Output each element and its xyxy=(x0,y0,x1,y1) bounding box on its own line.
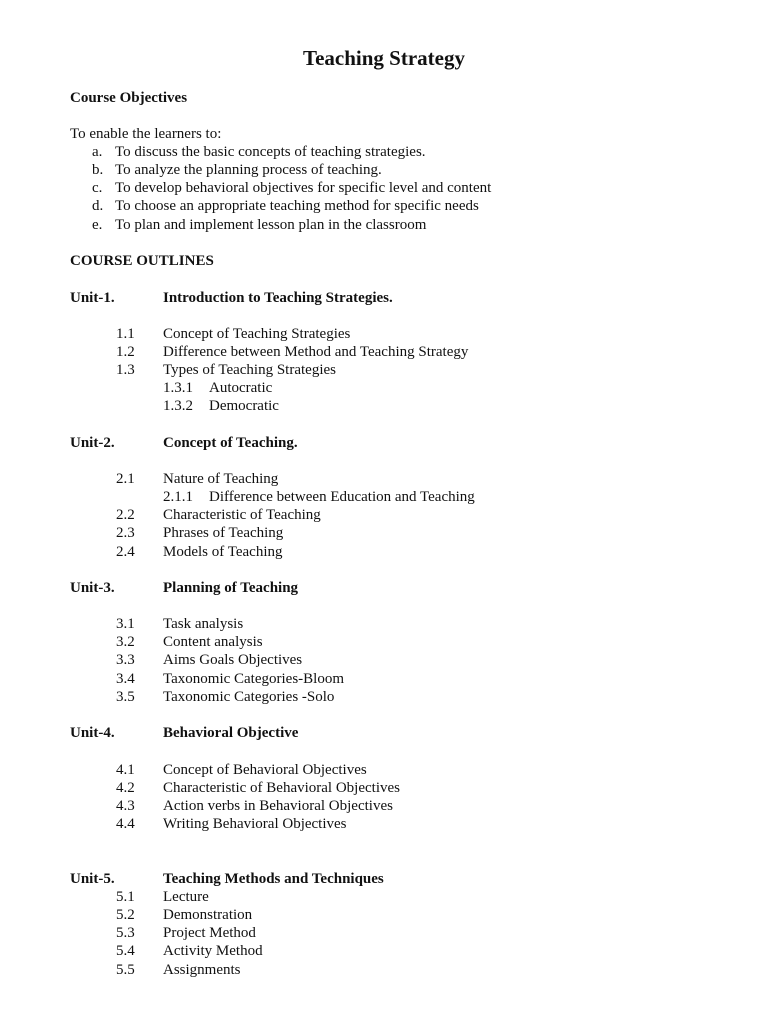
item-number: 4.3 xyxy=(116,798,135,814)
item-number: 5.1 xyxy=(116,889,135,905)
objective-item xyxy=(92,161,382,179)
outline-item xyxy=(116,761,367,779)
outline-item xyxy=(116,961,241,979)
item-text: Content analysis xyxy=(163,634,263,650)
outline-item xyxy=(116,651,302,669)
item-number: 1.1 xyxy=(116,326,135,342)
outline-item xyxy=(116,888,209,906)
item-text: Aims Goals Objectives xyxy=(163,652,303,668)
item-number: 5.2 xyxy=(116,907,135,923)
item-number: 1.3 xyxy=(116,362,135,378)
course-objectives-heading: Course Objectives xyxy=(70,90,188,106)
unit-title: Teaching Methods and Techniques xyxy=(163,871,384,887)
item-text: Characteristic of Teaching xyxy=(163,507,321,523)
unit-heading xyxy=(70,579,298,597)
outline-item xyxy=(116,779,400,797)
item-text: Writing Behavioral Objectives xyxy=(163,816,347,832)
item-number: 3.1 xyxy=(116,616,135,632)
item-text: Taxonomic Categories -Solo xyxy=(163,689,335,705)
outline-item xyxy=(116,633,263,651)
unit-heading xyxy=(70,434,298,452)
outline-item xyxy=(116,688,334,706)
item-number: 5.4 xyxy=(116,943,135,959)
objective-text: To discuss the basic concepts of teaching strategies. xyxy=(115,144,426,160)
page-title: Teaching Strategy xyxy=(303,46,465,70)
unit-heading xyxy=(70,724,298,742)
unit-label: Unit-5. xyxy=(70,871,115,887)
outline-item xyxy=(116,815,347,833)
item-number: 1.2 xyxy=(116,344,135,360)
item-text: Difference between Education and Teaching xyxy=(209,489,475,505)
unit-label: Unit-4. xyxy=(70,725,115,741)
outline-item xyxy=(116,906,252,924)
unit-heading xyxy=(70,289,393,307)
objective-letter: d. xyxy=(92,198,104,214)
item-number: 3.3 xyxy=(116,652,135,668)
outline-item xyxy=(116,361,336,379)
item-text: Project Method xyxy=(163,925,256,941)
item-text: Taxonomic Categories-Bloom xyxy=(163,671,344,687)
objective-item xyxy=(92,197,479,215)
item-text: Lecture xyxy=(163,889,209,905)
item-number: 2.3 xyxy=(116,525,135,541)
item-text: Action verbs in Behavioral Objectives xyxy=(163,798,393,814)
item-number: 1.3.1 xyxy=(163,380,193,396)
outline-item xyxy=(116,524,283,542)
item-number: 5.3 xyxy=(116,925,135,941)
item-text: Concept of Teaching Strategies xyxy=(163,326,351,342)
objective-item xyxy=(92,143,426,161)
outline-subitem xyxy=(163,488,475,506)
outline-item xyxy=(116,506,321,524)
objective-item xyxy=(92,216,426,234)
outline-item xyxy=(116,543,282,561)
item-number: 4.1 xyxy=(116,762,135,778)
objective-text: To choose an appropriate teaching method for specific needs xyxy=(115,198,479,214)
item-number: 3.2 xyxy=(116,634,135,650)
item-number: 4.4 xyxy=(116,816,135,832)
unit-title: Introduction to Teaching Strategies. xyxy=(163,290,393,306)
item-number: 5.5 xyxy=(116,962,135,978)
item-text: Democratic xyxy=(209,398,279,414)
objectives-intro: To enable the learners to: xyxy=(70,126,222,142)
unit-heading xyxy=(70,870,384,888)
objective-text: To plan and implement lesson plan in the classroom xyxy=(115,217,427,233)
outline-item xyxy=(116,670,344,688)
unit-title: Behavioral Objective xyxy=(163,725,299,741)
item-number: 3.5 xyxy=(116,689,135,705)
outline-item xyxy=(116,797,393,815)
item-text: Assignments xyxy=(163,962,241,978)
item-text: Models of Teaching xyxy=(163,544,283,560)
item-text: Phrases of Teaching xyxy=(163,525,284,541)
objective-text: To analyze the planning process of teaching. xyxy=(115,162,382,178)
item-number: 2.1.1 xyxy=(163,489,193,505)
objective-letter: e. xyxy=(92,217,103,233)
outline-item xyxy=(116,615,243,633)
objective-text: To develop behavioral objectives for specific level and content xyxy=(115,180,492,196)
outline-item xyxy=(116,343,468,361)
item-text: Characteristic of Behavioral Objectives xyxy=(163,780,400,796)
unit-title: Planning of Teaching xyxy=(163,580,299,596)
outline-item xyxy=(116,325,350,343)
objective-letter: a. xyxy=(92,144,103,160)
item-text: Autocratic xyxy=(209,380,273,396)
outline-subitem xyxy=(163,379,272,397)
unit-title: Concept of Teaching. xyxy=(163,435,298,451)
unit-label: Unit-1. xyxy=(70,290,115,306)
item-number: 2.4 xyxy=(116,544,135,560)
item-number: 1.3.2 xyxy=(163,398,193,414)
objective-letter: b. xyxy=(92,162,104,178)
item-text: Demonstration xyxy=(163,907,253,923)
objective-item xyxy=(92,179,491,197)
course-outlines-heading: COURSE OUTLINES xyxy=(70,253,214,269)
outline-subitem xyxy=(163,397,279,415)
item-text: Activity Method xyxy=(163,943,263,959)
unit-label: Unit-2. xyxy=(70,435,115,451)
unit-label: Unit-3. xyxy=(70,580,115,596)
objective-letter: c. xyxy=(92,180,103,196)
item-number: 2.1 xyxy=(116,471,135,487)
outline-item xyxy=(116,924,256,942)
outline-item xyxy=(116,942,263,960)
item-number: 4.2 xyxy=(116,780,135,796)
item-text: Nature of Teaching xyxy=(163,471,279,487)
item-text: Difference between Method and Teaching Strategy xyxy=(163,344,469,360)
outline-item xyxy=(116,470,278,488)
item-number: 3.4 xyxy=(116,671,135,687)
item-text: Types of Teaching Strategies xyxy=(163,362,336,378)
item-text: Task analysis xyxy=(163,616,244,632)
item-number: 2.2 xyxy=(116,507,135,523)
item-text: Concept of Behavioral Objectives xyxy=(163,762,367,778)
